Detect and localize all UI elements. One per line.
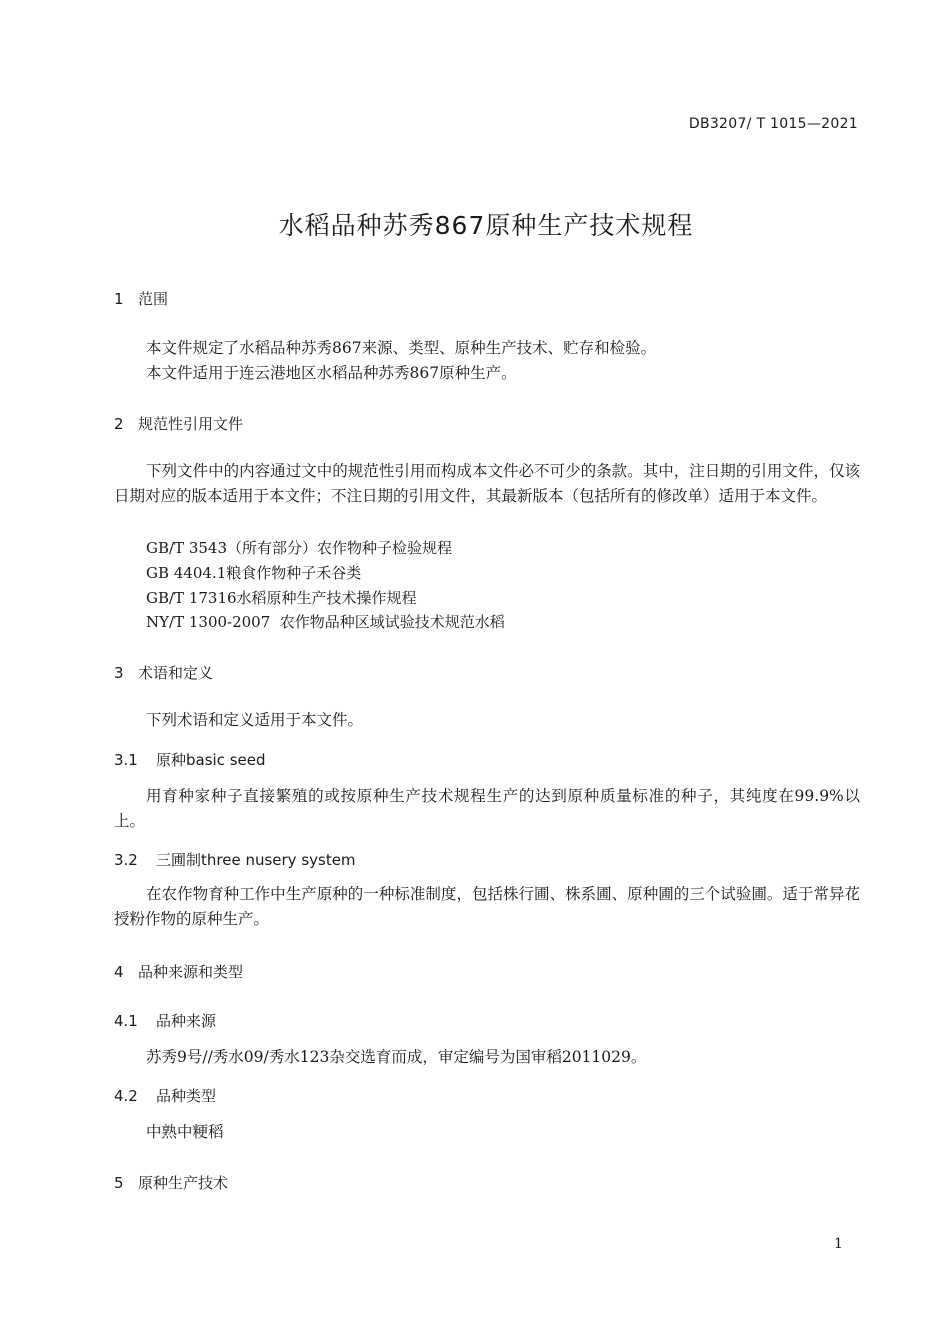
subsection-title: 品种来源 [156, 1012, 217, 1030]
subsection-4-1-paragraph: 苏秀9号//秀水09/秀水123杂交选育而成，审定编号为国审稻2011029。 [146, 1048, 647, 1066]
page-number: 1 [834, 1236, 843, 1252]
subsection-number: 4.2 [114, 1087, 138, 1105]
section-number: 1 [114, 290, 124, 308]
section-number: 2 [114, 415, 124, 433]
normative-reference: NY/T 1300-2007 农作物品种区域试验技术规范水稻 [146, 613, 505, 631]
normative-reference: GB/T 17316水稻原种生产技术操作规程 [146, 589, 417, 607]
term-3-2-definition: 在农作物育种工作中生产原种的一种标准制度，包括株行圃、株系圃、原种圃的三个试验圃。适于常异花授粉作物的原种生产。 [114, 885, 860, 928]
term-3-2-heading [114, 849, 356, 870]
subsection-4-1-heading [114, 1010, 216, 1031]
normative-reference: GB/T 3543（所有部分）农作物种子检验规程 [146, 539, 453, 557]
section-2-paragraph: 下列文件中的内容通过文中的规范性引用而构成本文件必不可少的条款。其中，注日期的引用文件，仅该日期对应的版本适用于本文件；不注日期的引用文件，其最新版本（包括所有的修改单）适用于本文件。 [114, 462, 860, 505]
section-5-heading [114, 1172, 228, 1193]
section-title: 规范性引用文件 [138, 415, 244, 433]
subsection-number: 4.1 [114, 1012, 138, 1030]
section-title: 品种来源和类型 [138, 963, 244, 981]
section-title: 原种生产技术 [138, 1174, 229, 1192]
term-number: 3.1 [114, 751, 138, 769]
term-3-1-heading [114, 749, 266, 770]
section-2-heading [114, 413, 243, 434]
section-number: 5 [114, 1174, 124, 1192]
section-number: 4 [114, 963, 124, 981]
term-3-1-definition: 用育种家种子直接繁殖的或按原种生产技术规程生产的达到原种质量标准的种子，其纯度在99.9%以上。 [114, 787, 860, 830]
term-number: 3.2 [114, 851, 138, 869]
normative-reference: GB 4404.1粮食作物种子禾谷类 [146, 564, 362, 582]
section-1-paragraph-2: 本文件适用于连云港地区水稻品种苏秀867原种生产。 [146, 364, 517, 382]
term-title: 原种basic seed [156, 751, 266, 769]
section-title: 范围 [138, 290, 169, 308]
term-title: 三圃制three nusery system [156, 851, 356, 869]
section-3-paragraph: 下列术语和定义适用于本文件。 [146, 711, 364, 729]
section-1-paragraph-1: 本文件规定了水稻品种苏秀867来源、类型、原种生产技术、贮存和检验。 [146, 339, 657, 357]
subsection-4-2-paragraph: 中熟中粳稻 [146, 1123, 224, 1141]
document-code: DB3207/ T 1015—2021 [688, 116, 858, 132]
subsection-4-2-heading [114, 1085, 216, 1106]
document-title: 水稻品种苏秀867原种生产技术规程 [278, 211, 694, 240]
section-1-heading [114, 288, 168, 309]
section-4-heading [114, 961, 243, 982]
subsection-title: 品种类型 [156, 1087, 217, 1105]
section-number: 3 [114, 664, 124, 682]
section-title: 术语和定义 [138, 664, 214, 682]
section-3-heading [114, 662, 213, 683]
